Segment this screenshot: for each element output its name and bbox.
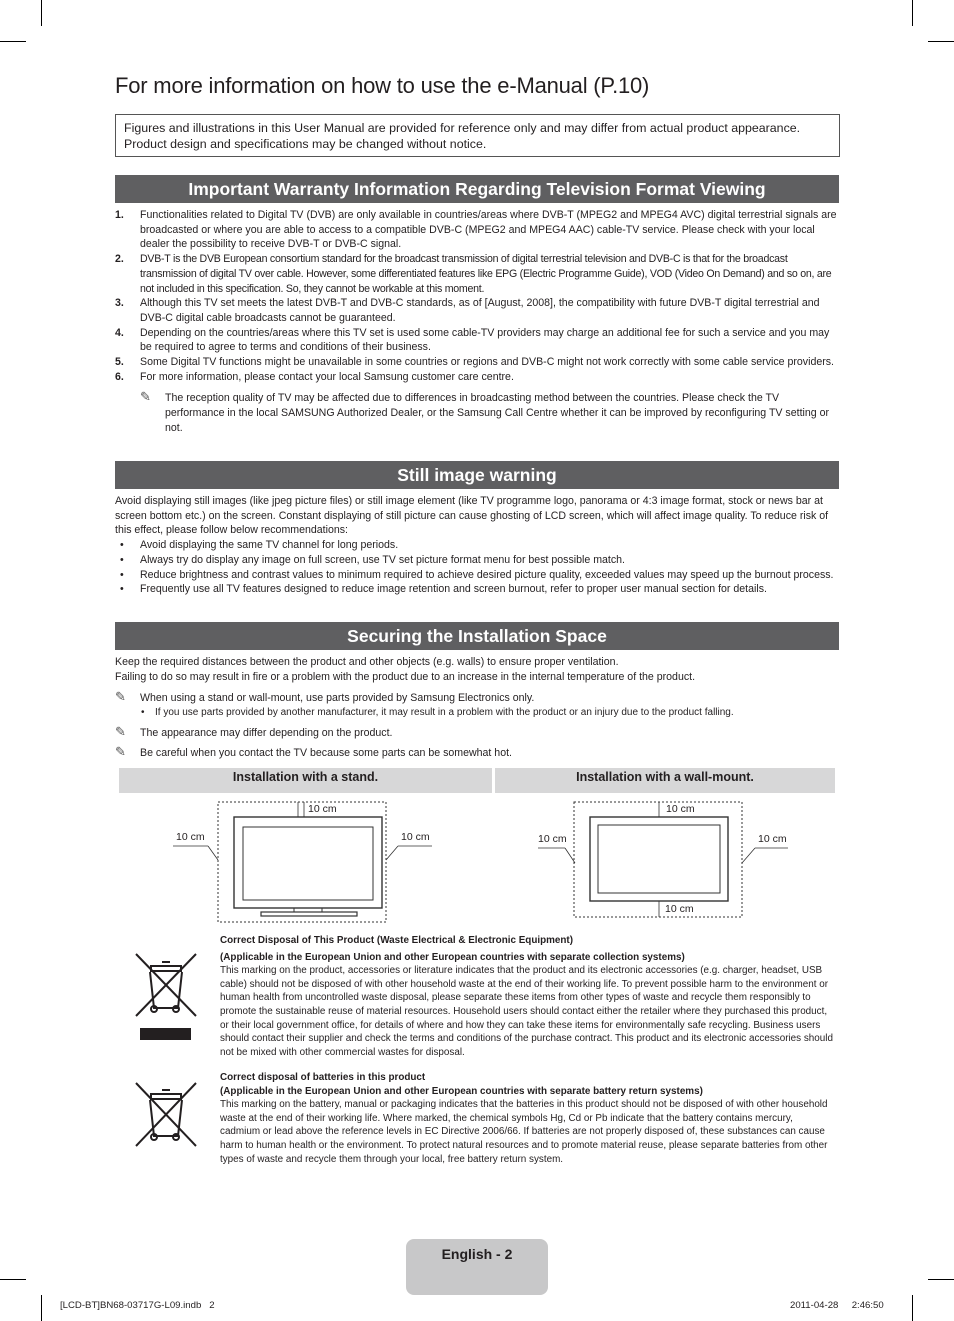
list-item: • Frequently use all TV features designed to reduce image retention and screen burnout, refer to proper user manual section for details. — [120, 583, 767, 596]
item-text: For more information, please contact your local Samsung customer care centre. — [140, 370, 514, 383]
weee-subheading: (Applicable in the European Union and other European countries with separate collection systems) — [220, 951, 685, 963]
item-number: 5. — [115, 356, 124, 369]
crossed-bin-icon — [132, 950, 200, 1044]
install-note: ✎ When using a stand or wall-mount, use parts provided by Samsung Electronics only. — [115, 689, 535, 705]
install-para: Keep the required distances between the product and other objects (e.g. walls) to ensure proper ventilation. — [115, 656, 619, 668]
install-subbullet: • If you use parts provided by another manufacturer, it may result in a problem with the product or an injury due to the product falling. — [115, 706, 839, 721]
install-para: Failing to do so may result in fire or a problem with the product due to an increase in the internal temperature of the product. — [115, 670, 696, 683]
list-item — [115, 252, 839, 296]
crop-mark — [41, 1295, 42, 1321]
list-item — [115, 326, 839, 355]
distance-label: 10 cm — [308, 803, 337, 815]
weee-section — [220, 934, 834, 1059]
item-text: Some Digital TV functions might be unavailable in some countries or regions and DVB-C might not work correctly with some cable service providers. — [140, 356, 834, 369]
item-text: DVB-T is the DVB European consortium standard for the broadcast transmission of digital terrestrial television and DVB-C is that for the broadcast transmission of digital TV over cable. However, some differentiated features like EPG (Electric Programme Guide), VOD (Video On Demand) and so on, are not included in this specification. So, they cannot be workable at this moment. — [140, 253, 832, 295]
crop-mark — [41, 0, 42, 26]
notice-line: Product design and specifications may be changed without notice. — [124, 137, 487, 151]
note-text: The reception quality of TV may be affected due to differences in broadcasting method between the countries. Please check the TV performance in the local SAMSUNG Authorized Dealer, or the Samsung Call Centre whether it can be improved by reconfiguring TV setting or not. — [165, 392, 830, 434]
date-slug: 2011-04-28 2:46:50 — [790, 1300, 884, 1311]
list-item — [115, 296, 839, 325]
notice-box — [115, 114, 840, 157]
page-number: English - 2 — [441, 1246, 513, 1262]
item-text: Depending on the countries/areas where this TV set is used some cable-TV providers may charge an additional fee for such a service and you may be required to agree to terms and conditions of their business. — [140, 326, 830, 354]
list-item — [115, 370, 839, 385]
distance-label: 10 cm — [758, 833, 787, 845]
item-number: 3. — [115, 297, 124, 310]
file-slug: [LCD-BT]BN68-03717G-L09.indb 2 — [60, 1300, 215, 1311]
pencil-note-icon: ✎ — [115, 723, 126, 739]
crop-mark — [0, 1279, 26, 1280]
list-item: • Always try do display any image on full screen, use TV set picture format menu for best possible match. — [120, 553, 625, 566]
wall-header: Installation with a wall-mount. — [495, 768, 835, 793]
still-heading: Still image warning — [115, 461, 839, 489]
weee-heading: Correct Disposal of This Product (Waste Electrical & Electronic Equipment) — [220, 935, 574, 946]
warranty-note — [115, 391, 839, 435]
crossed-bin-icon — [132, 1080, 200, 1152]
list-item: • Avoid displaying the same TV channel for long periods. — [120, 539, 399, 552]
bullet-icon: • — [141, 707, 145, 719]
battery-subheading: (Applicable in the European Union and other European countries with separate battery return systems) — [220, 1085, 703, 1097]
distance-label: 10 cm — [538, 833, 567, 845]
install-note: ✎ Be careful when you contact the TV because some parts can be somewhat hot. — [115, 743, 512, 759]
item-text: Although this TV set meets the latest DVB-T and DVB-C standards, as of [August, 2008], the compatibility with future DVB-T digital terrestrial and DVB-C digital cable broadcasts cannot be guaranteed. — [140, 297, 820, 324]
notice-line: Figures and illustrations in this User Manual are provided for reference only and may differ from actual product appearance. — [124, 121, 801, 135]
list-item: • Reduce brightness and contrast values to minimum required to achieve desired picture quality, exceeded values may speed up the burnout process. — [120, 568, 834, 581]
battery-section — [220, 1071, 834, 1166]
install-section — [115, 655, 839, 760]
stand-header: Installation with a stand. — [119, 768, 492, 793]
crop-mark — [912, 0, 913, 26]
item-number: 6. — [115, 370, 124, 383]
crop-mark — [928, 41, 954, 42]
tv-stand — [261, 912, 357, 916]
bullet-icon: • — [120, 583, 124, 596]
list-item — [115, 208, 839, 252]
distance-label: 10 cm — [666, 803, 695, 815]
pencil-note-icon: ✎ — [140, 389, 151, 405]
pencil-note-icon: ✎ — [115, 689, 126, 705]
item-number: 2. — [115, 253, 124, 266]
still-intro: Avoid displaying still images (like jpeg picture files) or still image element (like TV programme logo, panorama or 4:3 image format, stock or news bar at screen bottom etc.) on the screen. Constant displaying of still picture can cause ghosting of LCD screen, which will affect image quality. To reduce risk of this effect, please follow below recommendations: — [115, 495, 829, 537]
warranty-list — [115, 208, 839, 436]
page-title: For more information on how to use the e-Manual (P.10) — [115, 73, 650, 98]
tv-frame — [590, 817, 728, 901]
bullet-icon: • — [120, 553, 124, 566]
battery-heading: Correct disposal of batteries in this product — [220, 1072, 426, 1083]
distance-label: 10 cm — [401, 831, 430, 843]
bullet-icon: • — [120, 568, 124, 581]
crop-mark — [928, 1279, 954, 1280]
install-note: ✎ The appearance may differ depending on the product. — [115, 723, 393, 739]
still-section — [115, 494, 839, 597]
distance-label: 10 cm — [176, 831, 205, 843]
tv-frame — [234, 817, 382, 908]
battery-body: This marking on the battery, manual or packaging indicates that the batteries in this product should not be disposed of with other household waste at the end of their working life. Where marked, the chemical symbols Hg, Cd or Pb indicate that the battery contains mercury, cadmium or lead above the reference levels in EC Directive 2006/66. If batteries are not properly disposed of, these substances can cause harm to human health or the environment. To protect natural resources and to promote material reuse, please separate batteries from other types of waste and recycle them through your local, free battery return system. — [220, 1099, 828, 1165]
distance-label: 10 cm — [665, 903, 694, 915]
item-number: 4. — [115, 326, 124, 339]
stand-diagram — [170, 798, 440, 928]
install-heading: Securing the Installation Space — [115, 622, 839, 650]
crop-mark — [0, 41, 26, 42]
crop-mark — [912, 1295, 913, 1321]
weee-body: This marking on the product, accessories or literature indicates that the product and its electronic accessories (e.g. charger, headset, USB cable) should not be disposed of with other household waste at the end of their working life. To prevent possible harm to the environment or human health from uncontrolled waste disposal, please separate these items from other types of waste and recycle them responsibly to promote the sustainable reuse of material resources. Household users should contact either the retailer where they purchased this product, or their local government office, for details of where and how they can take these items for environmentally safe recycling. Business users should contact their supplier and check the terms and conditions of the purchase contract. This product and its electronic accessories should not be mixed with other commercial wastes for disposal. — [220, 965, 833, 1058]
pencil-note-icon: ✎ — [115, 743, 126, 759]
item-text: Functionalities related to Digital TV (DVB) are only available in countries/areas where DVB-T (MPEG2 and MPEG4 AVC) digital terrestrial signals are broadcasted or where you are able to access to a compatible DVB-C (MPEG2 and MPEG4 AAC) cable-TV service. Please check with your local dealer the possibility to receive DVB-T or DVB-C signal. — [140, 209, 837, 251]
warranty-heading: Important Warranty Information Regarding Television Format Viewing — [115, 175, 839, 203]
list-item — [115, 355, 839, 370]
bullet-icon: • — [120, 539, 124, 552]
item-number: 1. — [115, 209, 124, 221]
